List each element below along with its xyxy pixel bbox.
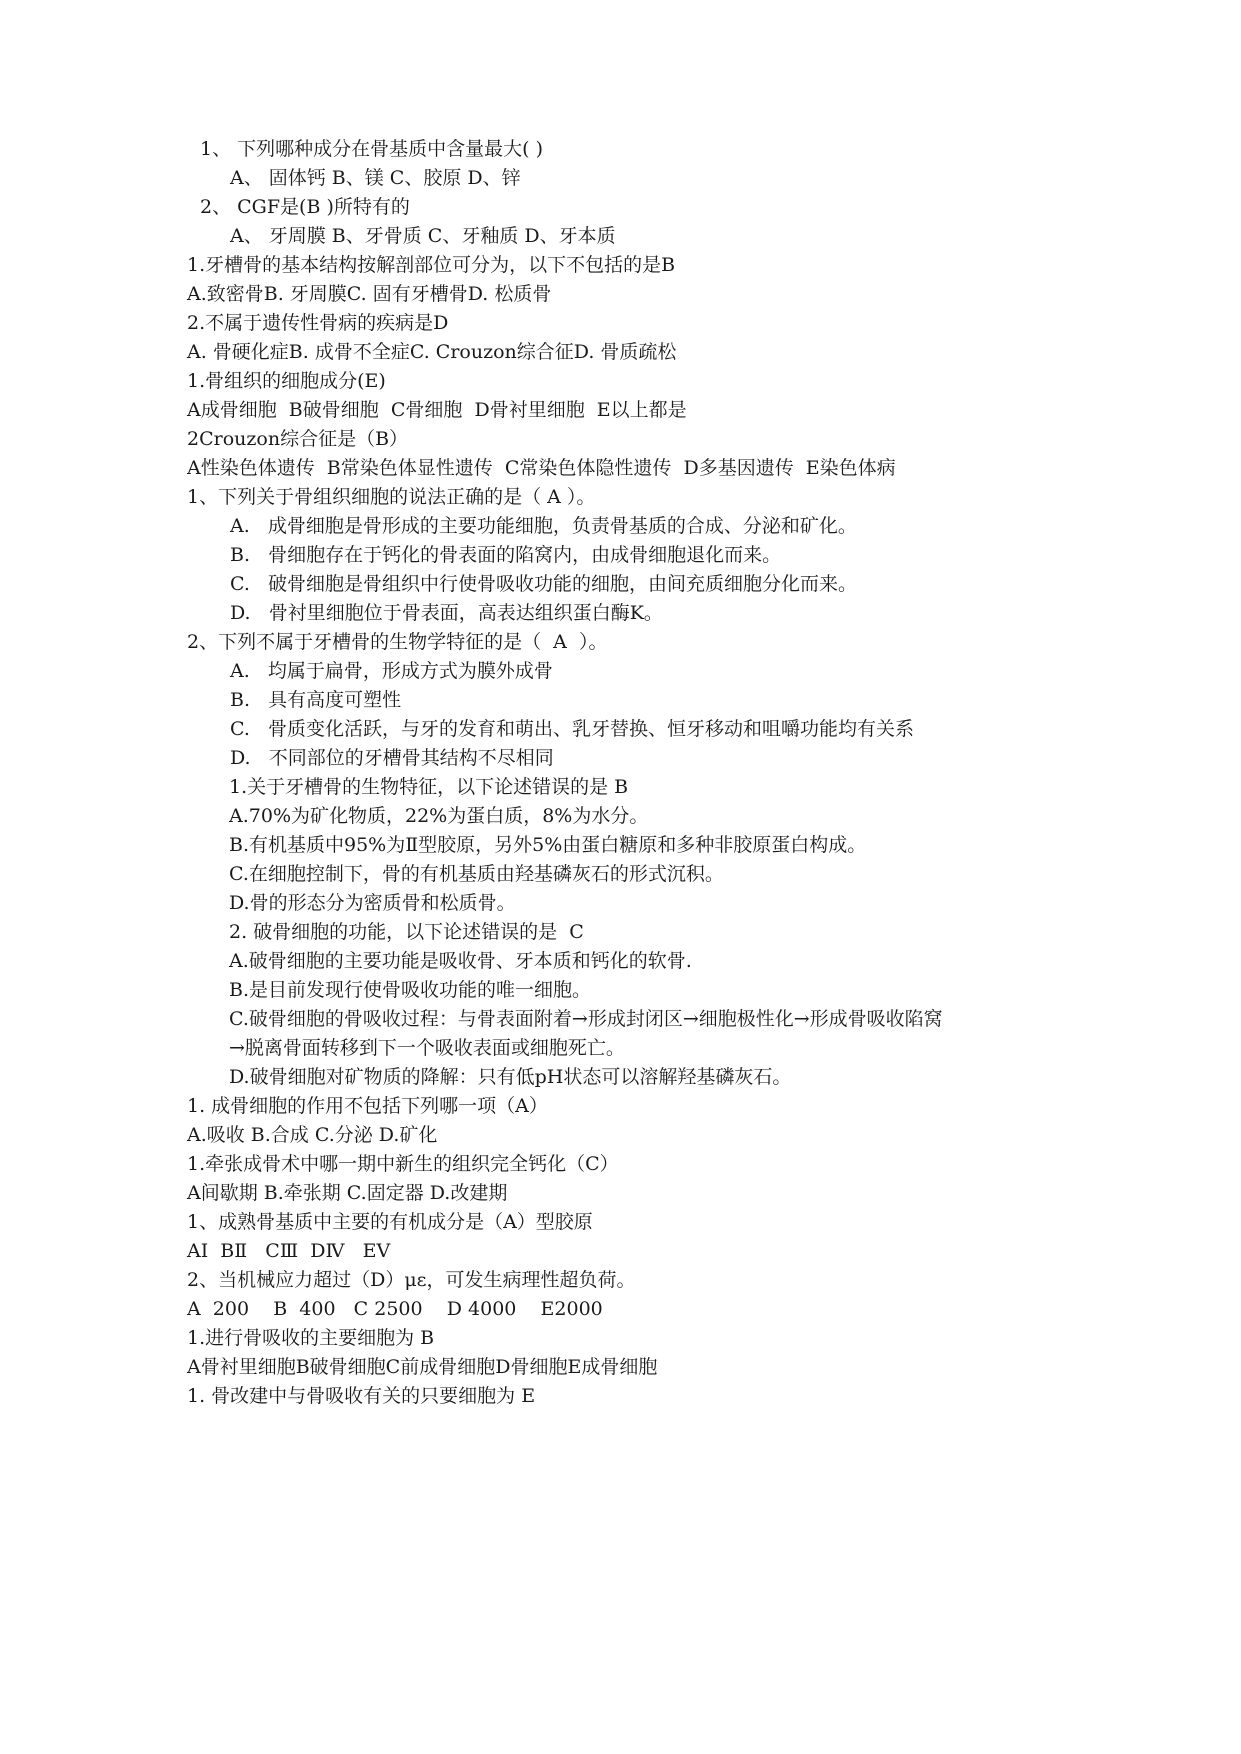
option-line: B.是目前发现行使骨吸收功能的唯一细胞。 [229, 979, 592, 1001]
question-line: 2Crouzon综合征是（B） [187, 428, 409, 450]
question-line: 1.关于牙槽骨的生物特征，以下论述错误的是 B [229, 776, 629, 798]
option-line: C.破骨细胞的骨吸收过程：与骨表面附着→形成封闭区→细胞极性化→形成骨吸收陷窝 [229, 1008, 943, 1030]
question-line: 1.骨组织的细胞成分(E) [187, 370, 386, 392]
option-line: AⅠ BⅡ CⅢ DⅣ EⅤ [187, 1240, 391, 1262]
option-line: A、 固体钙 B、镁 C、胶原 D、锌 [230, 167, 521, 189]
question-line: 2.不属于遗传性骨病的疾病是D [187, 312, 449, 334]
option-line: D.破骨细胞对矿物质的降解：只有低pH状态可以溶解羟基磷灰石。 [229, 1066, 792, 1088]
question-line: 1、成熟骨基质中主要的有机成分是（A）型胶原 [187, 1211, 593, 1233]
option-line: A成骨细胞 B破骨细胞 C骨细胞 D骨衬里细胞 E以上都是 [187, 399, 687, 421]
option-line: B. 具有高度可塑性 [230, 689, 402, 711]
option-line: A性染色体遗传 B常染色体显性遗传 C常染色体隐性遗传 D多基因遗传 E染色体病 [187, 457, 896, 479]
question-line: 2、下列不属于牙槽骨的生物学特征的是（ A ）。 [187, 631, 608, 653]
option-line: C. 骨质变化活跃，与牙的发育和萌出、乳牙替换、恒牙移动和咀嚼功能均有关系 [230, 718, 915, 740]
option-line: A间歇期 B.牵张期 C.固定器 D.改建期 [187, 1182, 508, 1204]
question-line: 1.进行骨吸收的主要细胞为 B [187, 1327, 435, 1349]
option-line: A.破骨细胞的主要功能是吸收骨、牙本质和钙化的软骨. [229, 950, 692, 972]
option-line: A.70%为矿化物质，22%为蛋白质，8%为水分。 [229, 805, 649, 827]
question-line: 1、 下列哪种成分在骨基质中含量最大( ) [200, 138, 543, 160]
option-line: D. 骨衬里细胞位于骨表面，高表达组织蛋白酶K。 [230, 602, 663, 624]
option-line: A骨衬里细胞B破骨细胞C前成骨细胞D骨细胞E成骨细胞 [187, 1356, 658, 1378]
option-line: C. 破骨细胞是骨组织中行使骨吸收功能的细胞，由间充质细胞分化而来。 [230, 573, 858, 595]
question-line: 1.牵张成骨术中哪一期中新生的组织完全钙化（C） [187, 1153, 619, 1175]
question-line: 1. 骨改建中与骨吸收有关的只要细胞为 E [187, 1385, 536, 1407]
option-line: →脱离骨面转移到下一个吸收表面或细胞死亡。 [229, 1037, 625, 1059]
question-line: 2. 破骨细胞的功能，以下论述错误的是 C [229, 921, 584, 943]
question-line: 2、当机械应力超过（D）με，可发生病理性超负荷。 [187, 1269, 636, 1291]
option-line: A. 骨硬化症B. 成骨不全症C. Crouzon综合征D. 骨质疏松 [187, 341, 677, 363]
option-line: A. 成骨细胞是骨形成的主要功能细胞，负责骨基质的合成、分泌和矿化。 [230, 515, 857, 537]
option-line: A.致密骨B. 牙周膜C. 固有牙槽骨D. 松质骨 [187, 283, 552, 305]
question-line: 1. 成骨细胞的作用不包括下列哪一项（A） [187, 1095, 548, 1117]
option-line: B.有机基质中95%为Ⅱ型胶原，另外5%由蛋白糖原和多种非胶原蛋白构成。 [229, 834, 867, 856]
option-line: A、 牙周膜 B、牙骨质 C、牙釉质 D、牙本质 [230, 225, 616, 247]
question-line: 1、下列关于骨组织细胞的说法正确的是（ A ）。 [187, 486, 596, 508]
question-line: 1.牙槽骨的基本结构按解剖部位可分为，以下不包括的是B [187, 254, 676, 276]
option-line: A.吸收 B.合成 C.分泌 D.矿化 [187, 1124, 438, 1146]
option-line: D.骨的形态分为密质骨和松质骨。 [229, 892, 516, 914]
option-line: A 200 B 400 C 2500 D 4000 E2000 [187, 1298, 603, 1320]
option-line: A. 均属于扁骨，形成方式为膜外成骨 [230, 660, 553, 682]
option-line: D. 不同部位的牙槽骨其结构不尽相同 [230, 747, 554, 769]
option-line: C.在细胞控制下，骨的有机基质由羟基磷灰石的形式沉积。 [229, 863, 724, 885]
option-line: B. 骨细胞存在于钙化的骨表面的陷窝内，由成骨细胞退化而来。 [230, 544, 782, 566]
question-line: 2、 CGF是(B )所特有的 [200, 196, 410, 218]
